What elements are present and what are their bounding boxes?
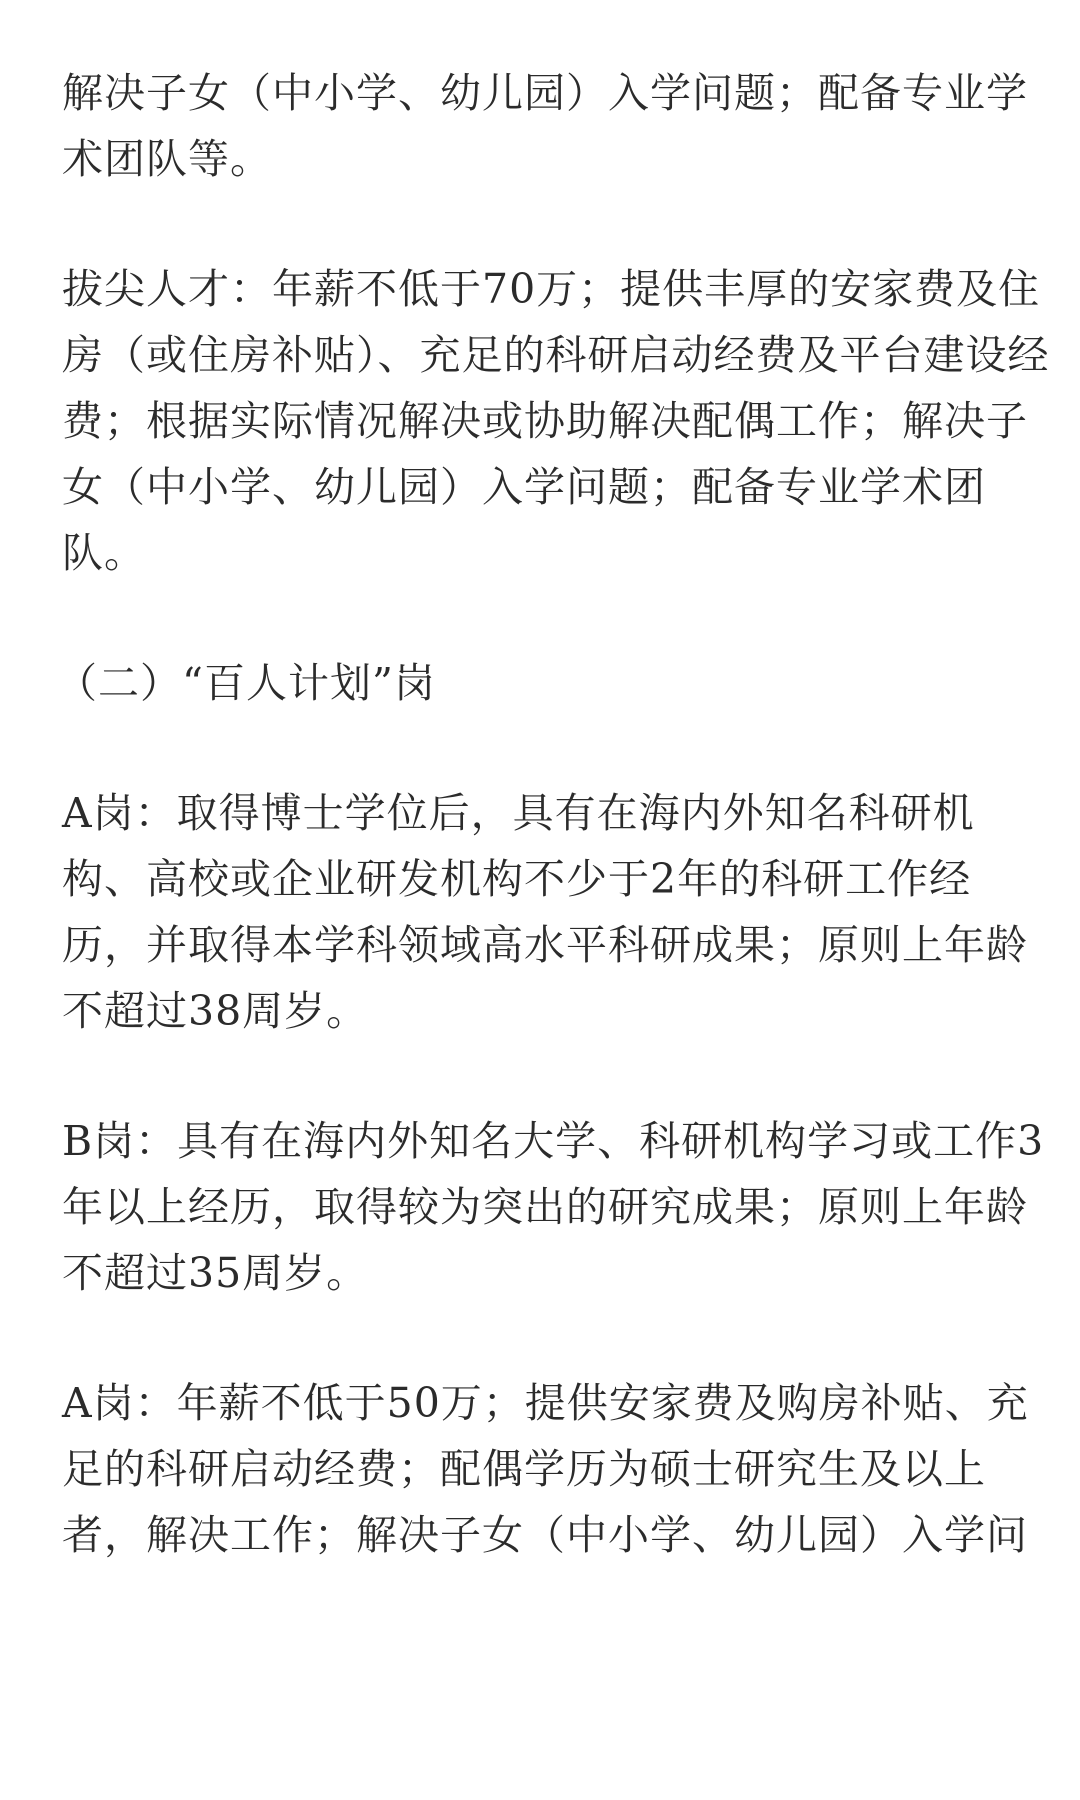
- text-line: 历，并取得本学科领域高水平科研成果；原则上年龄: [62, 921, 1028, 969]
- paragraph-b-post-requirements: [62, 1108, 1045, 1306]
- text-line: 年以上经历，取得较为突出的研究成果；原则上年龄: [62, 1183, 1028, 1231]
- text-line: A岗：取得博士学位后，具有在海内外知名科研机: [62, 789, 975, 837]
- text-line: 足的科研启动经费；配偶学历为硕士研究生及以上: [62, 1445, 986, 1493]
- text-line: 术团队等。: [62, 135, 272, 183]
- text-line: 者，解决工作；解决子女（中小学、幼儿园）入学问: [62, 1511, 1028, 1559]
- text-line: 构、高校或企业研发机构不少于2年的科研工作经: [62, 855, 972, 903]
- text-line: 费；根据实际情况解决或协助解决配偶工作；解决子: [62, 397, 1028, 445]
- text-line: 女（中小学、幼儿园）入学问题；配备专业学术团: [62, 463, 986, 511]
- section-heading-hundred-talents: [56, 650, 1042, 716]
- paragraph-benefits-continued: [62, 60, 1042, 192]
- text-line: 解决子女（中小学、幼儿园）入学问题；配备专业学: [62, 69, 1028, 117]
- paragraph-top-talent: [62, 256, 1050, 586]
- paragraph-a-post-requirements: [62, 780, 1042, 1044]
- text-line: 队。: [62, 529, 146, 577]
- section-heading-text: （二）“百人计划”岗: [56, 659, 436, 707]
- article-body: [56, 60, 1050, 1632]
- text-line: 不超过38周岁。: [62, 987, 369, 1035]
- text-line: B岗：具有在海内外知名大学、科研机构学习或工作3: [62, 1117, 1045, 1165]
- text-line: A岗：年薪不低于50万；提供安家费及购房补贴、充: [62, 1379, 1029, 1427]
- text-line: 拔尖人才：年薪不低于70万；提供丰厚的安家费及住: [62, 265, 1041, 313]
- paragraph-a-post-benefits: [62, 1370, 1042, 1568]
- text-line: 房（或住房补贴）、充足的科研启动经费及平台建设经: [62, 331, 1050, 379]
- text-line: 不超过35周岁。: [62, 1249, 369, 1297]
